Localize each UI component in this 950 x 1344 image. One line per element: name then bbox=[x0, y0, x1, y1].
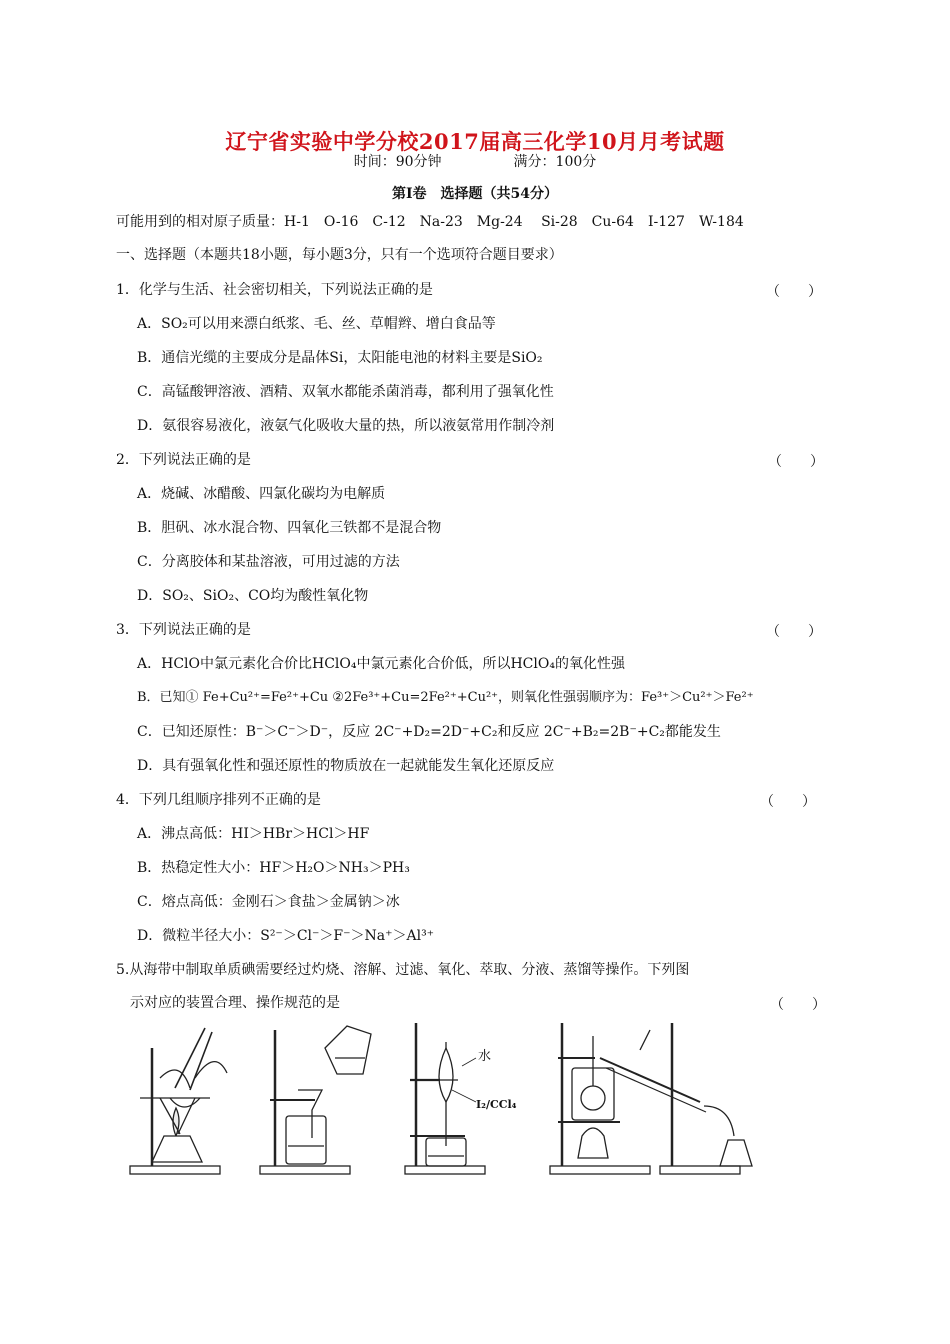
score-label: 满分：100分 bbox=[513, 154, 597, 170]
q2-option-a: A．烧碱、冰醋酸、四氯化碳均为电解质 bbox=[137, 486, 386, 502]
q2-stem: 2．下列说法正确的是 bbox=[116, 452, 251, 468]
q4-option-d: D．微粒半径大小：S²⁻＞Cl⁻＞F⁻＞Na⁺＞Al³⁺ bbox=[137, 928, 435, 944]
q5-stem-line1: 5.从海带中制取单质碘需要经过灼烧、溶解、过滤、氧化、萃取、分液、蒸馏等操作。下列图 bbox=[116, 962, 690, 978]
apparatus-a-ignition bbox=[130, 1028, 227, 1174]
label-water: 水 bbox=[478, 1049, 492, 1064]
q1-option-d: D．氨很容易液化，液氨气化吸收大量的热，所以液氨常用作制冷剂 bbox=[137, 418, 555, 434]
q5-stem-line2: 示对应的装置合理、操作规范的是 bbox=[130, 995, 340, 1011]
q3-option-a: A．HClO中氯元素化合价比HClO₄中氯元素化合价低，所以HClO₄的氧化性强 bbox=[137, 656, 625, 672]
q4-option-a: A．沸点高低：HI＞HBr＞HCl＞HF bbox=[137, 826, 370, 842]
label-solvent: I₂/CCl₄ bbox=[476, 1098, 517, 1111]
q4-answer-paren: （ ） bbox=[760, 794, 816, 810]
q3-option-c: C．已知还原性：B⁻＞C⁻＞D⁻，反应 2C⁻+D₂=2D⁻+C₂和反应 2C⁻+B₂=2B⁻+C₂都能发生 bbox=[137, 724, 721, 740]
atomic-mass: 可能用到的相对原子质量：H-1 O-16 C-12 Na-23 Mg-24 Si-28 Cu-64 I-127 W-184 bbox=[116, 214, 744, 230]
q3-answer-paren: （ ） bbox=[766, 624, 822, 640]
apparatus-c-separating bbox=[405, 1023, 517, 1174]
q1-option-a: A．SO₂可以用来漂白纸浆、毛、丝、草帽辫、增白食品等 bbox=[137, 316, 496, 332]
q2-option-d: D．SO₂、SiO₂、CO均为酸性氧化物 bbox=[137, 588, 369, 604]
q1-option-b: B．通信光缆的主要成分是晶体Si，太阳能电池的材料主要是SiO₂ bbox=[137, 350, 543, 366]
page-title: 辽宁省实验中学分校2017届高三化学10月月考试题 bbox=[225, 129, 725, 154]
q4-option-c: C．熔点高低：金刚石＞食盐＞金属钠＞冰 bbox=[137, 894, 400, 910]
q5-answer-paren: （ ） bbox=[770, 997, 826, 1013]
q3-stem: 3．下列说法正确的是 bbox=[116, 622, 251, 638]
q1-answer-paren: （ ） bbox=[766, 284, 822, 300]
part-heading: 第Ⅰ卷 选择题（共54分） bbox=[391, 186, 559, 202]
q2-answer-paren: （ ） bbox=[768, 454, 824, 470]
q2-option-b: B．胆矾、冰水混合物、四氧化三铁都不是混合物 bbox=[137, 520, 442, 536]
apparatus-b-filtration bbox=[260, 1026, 371, 1174]
q3-option-d: D．具有强氧化性和强还原性的物质放在一起就能发生氧化还原反应 bbox=[137, 758, 555, 774]
q4-option-b: B．热稳定性大小：HF＞H₂O＞NH₃＞PH₃ bbox=[137, 860, 410, 876]
q1-option-c: C．高锰酸钾溶液、酒精、双氧水都能杀菌消毒，都利用了强氧化性 bbox=[137, 384, 554, 400]
q2-option-c: C．分离胶体和某盐溶液，可用过滤的方法 bbox=[137, 554, 400, 570]
exam-info bbox=[0, 151, 950, 171]
q3-option-b: B．已知① Fe+Cu²⁺=Fe²⁺+Cu ②2Fe³⁺+Cu=2Fe²⁺+Cu²⁺，则氧化性强弱顺序为：Fe³⁺＞Cu²⁺＞Fe²⁺ bbox=[137, 690, 754, 705]
apparatus-figure bbox=[120, 1018, 780, 1198]
q4-stem: 4．下列几组顺序排列不正确的是 bbox=[116, 792, 321, 808]
apparatus-d-distillation bbox=[550, 1023, 752, 1174]
q1-stem: 1．化学与生活、社会密切相关，下列说法正确的是 bbox=[116, 282, 433, 298]
time-label: 时间：90分钟 bbox=[353, 154, 442, 170]
section-heading: 一、选择题（本题共18小题，每小题3分，只有一个选项符合题目要求） bbox=[116, 247, 563, 263]
